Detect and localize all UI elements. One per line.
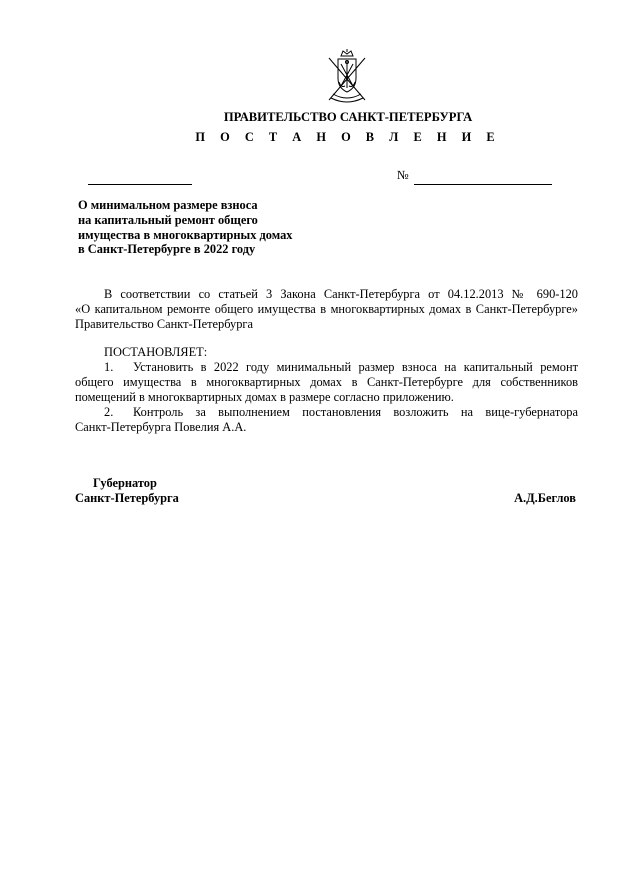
preamble-line: «О капитальном ремонте общего имущества в многоквартирных домах в Санкт-Петербурге» bbox=[75, 301, 578, 316]
decree-item bbox=[75, 405, 578, 435]
preamble-paragraph bbox=[75, 287, 578, 331]
subject-line: имущества в многоквартирных домах bbox=[78, 227, 293, 242]
coat-of-arms-emblem bbox=[323, 48, 371, 106]
organization-title: ПРАВИТЕЛЬСТВО САНКТ-ПЕТЕРБУРГА bbox=[223, 110, 473, 124]
item-line bbox=[75, 360, 578, 375]
preamble-line: В соответствии со статьей 3 Закона Санкт-Петербурга от 04.12.2013 № 690-120 bbox=[104, 287, 578, 301]
item-line: помещений в многоквартирных домах в размере согласно приложению. bbox=[75, 389, 454, 404]
item-line bbox=[75, 405, 578, 420]
position-line: Губернатор bbox=[93, 476, 157, 490]
signatory-name: А.Д.Беглов bbox=[514, 491, 576, 505]
item-line: общего имущества в многоквартирных домах в Санкт-Петербурге для собственников bbox=[75, 374, 578, 389]
number-sign: № bbox=[397, 168, 409, 182]
signatory-position bbox=[75, 476, 179, 506]
subject-line: на капитальный ремонт общего bbox=[78, 212, 258, 227]
item-text: Установить в 2022 году минимальный размер взноса на капитальный ремонт bbox=[133, 360, 578, 374]
position-line: Санкт-Петербурга bbox=[75, 490, 179, 505]
subject-line: в Санкт-Петербурге в 2022 году bbox=[78, 242, 256, 257]
subject-line: О минимальном размере взноса bbox=[78, 198, 258, 212]
item-line: Санкт-Петербурга Повелия А.А. bbox=[75, 419, 247, 434]
item-number: 1. bbox=[104, 360, 114, 374]
document-subject bbox=[78, 198, 308, 257]
item-text: Контроль за выполнением постановления возложить на вице-губернатора bbox=[133, 405, 578, 419]
item-number: 2. bbox=[104, 405, 114, 419]
preamble-line: Правительство Санкт-Петербурга bbox=[75, 316, 253, 331]
decree-item bbox=[75, 360, 578, 404]
number-field-line bbox=[414, 170, 552, 185]
date-field-line bbox=[88, 170, 192, 185]
document-type: П О С Т А Н О В Л Е Н И Е bbox=[195, 130, 501, 144]
decree-word: ПОСТАНОВЛЯЕТ: bbox=[104, 345, 208, 359]
